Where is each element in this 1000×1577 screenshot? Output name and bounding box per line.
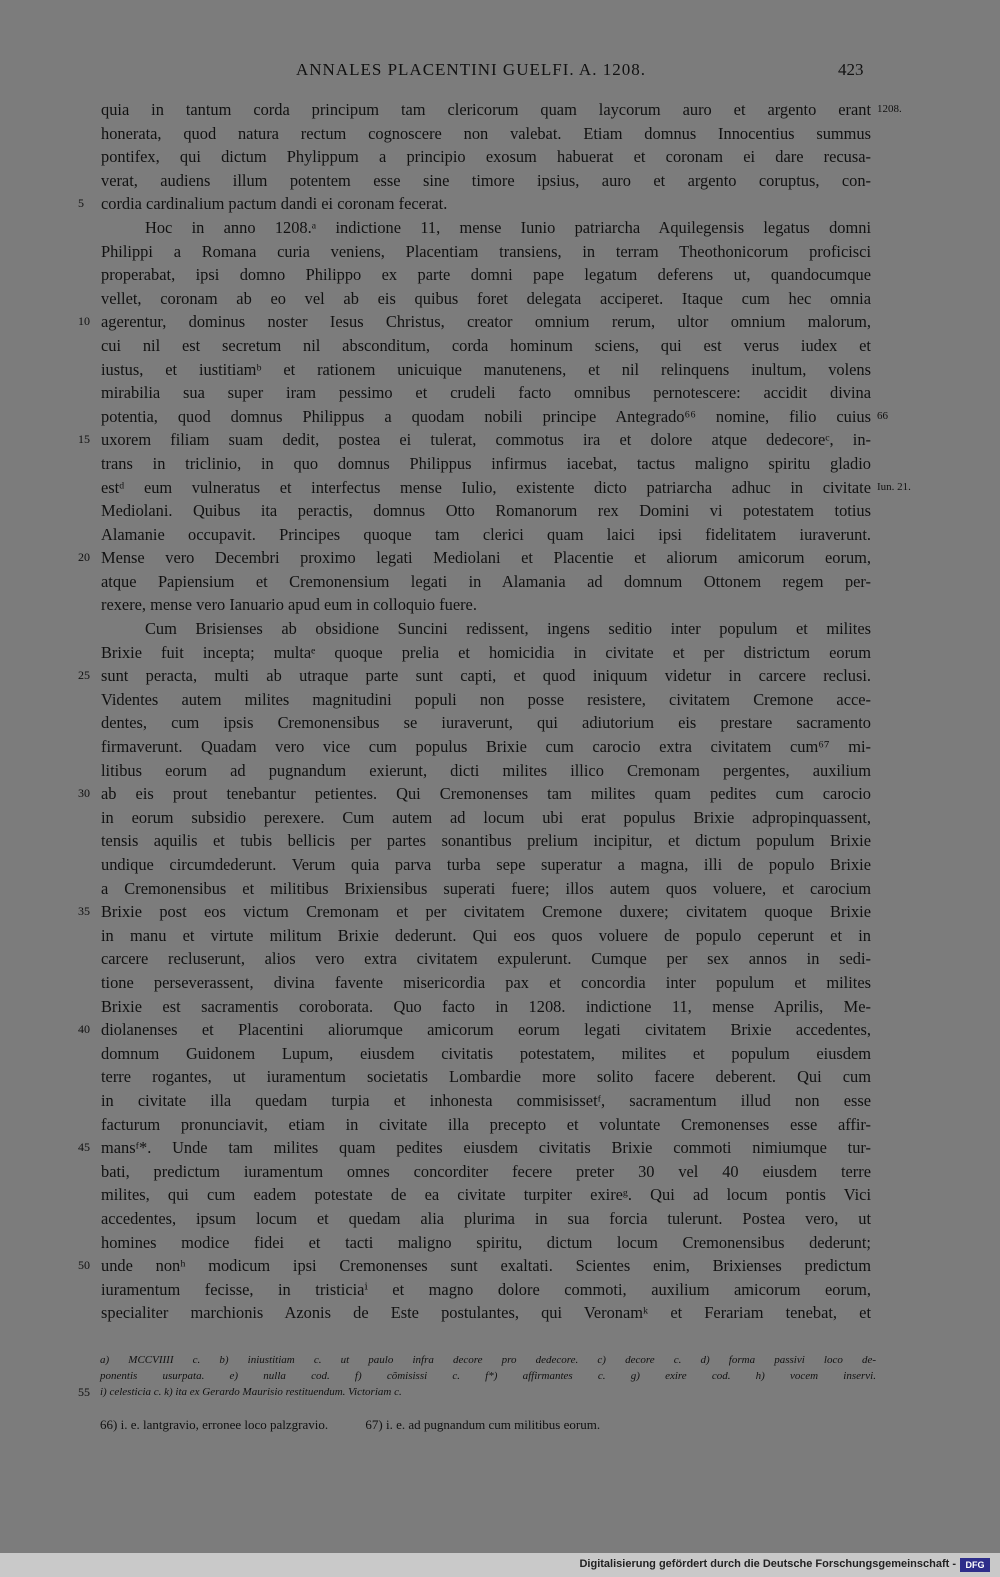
text-line: [101, 476, 911, 500]
line-text: firmaverunt. Quadam vero vice cum populus Brixie cum carocio extra civitatem cum⁶⁷ mi-: [101, 737, 871, 757]
line-text: quia in tantum corda principum tam clericorum quam laycorum auro et argento erant: [101, 100, 871, 119]
line-text: Cum Brisienses ab obsidione Suncini redissent, ingens seditio inter populum et milites: [145, 619, 871, 639]
line-text: iustus, et iustitiamᵇ et rationem unicuique manutenens, et nil relinquens inultum, volens: [101, 359, 871, 379]
text-line: [101, 145, 871, 169]
margin-note: Iun. 21.: [877, 480, 911, 493]
running-title: ANNALES PLACENTINI GUELFI. A. 1208.: [296, 60, 646, 79]
line-text: Hoc in anno 1208.ᵃ indictione 11, mense Iunio patriarcha Aquilegensis legatus domni: [145, 217, 871, 237]
text-line: [101, 947, 871, 971]
line-text: terre rogantes, ut iuramentum societatis Lombardie more solito facere deberent. Qui cum: [101, 1067, 871, 1087]
line-text: Mense vero Decembri proximo legati Mediolani et Placentie et aliorum amicorum eorum,: [101, 548, 871, 568]
line-text: facturum pronunciavit, etiam in civitate illa precepto et voluntate Cremonenses esse affir-: [101, 1114, 871, 1134]
apparatus-text: ponentis usurpata. e) nulla cod. f) cõmisissi c. f*) affirmantes c. g) exire cod. h) vocem inservi.: [100, 1370, 876, 1382]
text-line: [78, 192, 871, 216]
critical-apparatus: [78, 1352, 876, 1400]
apparatus-line: [78, 1384, 876, 1400]
line-text: dentes, cum ipsis Cremonensibus se iuraverunt, qui adiutorium eis prestare sacramento: [101, 713, 871, 733]
text-line: [78, 1018, 871, 1042]
line-text: bati, predictum iuramentum omnes concorditer fecere preter 30 vel 40 eiusdem terre: [101, 1161, 871, 1181]
text-line: [101, 287, 871, 311]
line-text: uxorem filiam suam dedit, postea ei tulerat, commotus ira et dolore atque dedecoreᶜ, in-: [101, 430, 871, 450]
line-text: estᵈ eum vulneratus et interfectus mense Iulio, existente dicto patriarcha adhuc in civitate: [101, 477, 871, 497]
line-text: Mediolani. Quibus ita peractis, domnus Otto Romanorum rex Domini vi potestatem totius: [101, 501, 871, 521]
text-line: [101, 1042, 871, 1066]
text-line: [101, 1301, 871, 1325]
line-text: milites, qui cum eadem potestate de ea civitate turpiter exireᵍ. Qui ad locum pontis Vici: [101, 1185, 871, 1205]
text-line: [101, 641, 871, 665]
commentary-note: 67) i. e. ad pugnandum cum militibus eorum.: [365, 1417, 601, 1432]
text-line: [101, 122, 871, 146]
line-number: 25: [78, 668, 90, 683]
line-text: Alamanie occupavit. Principes quoque tam clerici quam laici ipsi fidelitatem iuraverunt.: [101, 524, 871, 544]
funding-credit: Digitalisierung gefördert durch die Deutsche Forschungsgemeinschaft -: [579, 1558, 956, 1570]
line-text: sunt peracta, multi ab utraque parte sunt capti, et quod iniquum videtur in carcere reclusi.: [101, 666, 871, 686]
line-text: properabat, ipsi domno Philippo ex parte domni pape legatum deferens ut, quandocumque: [101, 265, 871, 285]
text-line: [78, 1254, 871, 1278]
text-line: [101, 1231, 871, 1255]
text-line: [78, 310, 871, 334]
line-text: atque Papiensium et Cremonensium legati in Alamania ad domnum Ottonem regem per-: [101, 571, 871, 591]
line-text: pontifex, qui dictum Phylippum a principio exosum habuerat et coronam ei dare recusa-: [101, 147, 871, 167]
line-text: potentia, quod domnus Philippus a quodam nobili principe Antegrado⁶⁶ nomine, filio cuius: [101, 406, 871, 426]
page-number: 423: [838, 60, 864, 79]
line-text: homines modice fidei et tacti maligno spiritu, dictum locum Cremonensibus dederunt;: [101, 1232, 871, 1252]
line-text: domnum Guidonem Lupum, eiusdem civitatis potestatem, milites et populum eiusdem: [101, 1043, 871, 1063]
line-text: rexere, mense vero Ianuario apud eum in colloquio fuere.: [101, 595, 477, 615]
text-line: [101, 358, 871, 382]
line-text: ab eis prout tenebantur petientes. Qui Cremonenses tam milites quam pedites cum carocio: [101, 784, 871, 804]
text-line: [101, 971, 871, 995]
line-text: in eorum subsidio perexere. Cum autem ad locum ubi erat populus Brixie adpropinquassent,: [101, 807, 871, 827]
text-line: [101, 523, 871, 547]
line-text: Videntes autem milites magnitudini populi non posse resistere, civitatem Cremone acce-: [101, 689, 871, 709]
line-text: tione perseverassent, divina favente misericordia pax et concordia inter populum et milites: [101, 972, 871, 992]
text-line: [101, 1278, 871, 1302]
text-line: [78, 546, 871, 570]
line-number: 20: [78, 550, 90, 565]
page-header: [0, 60, 1000, 86]
line-text: tensis aquilis et tubis bellicis per partes sonantibus prelium incipitur, et dictum populum Brixie: [101, 831, 871, 851]
text-line: [101, 405, 888, 429]
line-text: verat, audiens illum potentem esse sine timore ipsius, auro et argento coruptus, con-: [101, 170, 871, 190]
text-line: [101, 381, 871, 405]
apparatus-text: i) celesticia c. k) ita ex Gerardo Maurisio restituendum. Victoriam c.: [100, 1386, 402, 1398]
line-text: cordia cardinalium pactum dandi ei coronam fecerat.: [101, 194, 448, 214]
line-text: a Cremonensibus et militibus Brixiensibus superati fuere; illos autem quos voluere, et carocium: [101, 878, 871, 898]
text-line: [101, 240, 871, 264]
line-text: accedentes, ipsum locum et quedam alia plurima in sua forcia tulerunt. Postea vero, ut: [101, 1208, 871, 1228]
line-number: 30: [78, 786, 90, 801]
text-line: [101, 735, 871, 759]
text-line: [101, 169, 871, 193]
line-number: 55: [78, 1385, 90, 1399]
digitization-footer: [0, 1553, 1000, 1577]
text-line: [101, 1183, 871, 1207]
text-line: [78, 428, 871, 452]
text-line: [101, 877, 871, 901]
text-line: [101, 759, 871, 783]
line-text: Brixie fuit incepta; multaᵉ quoque prelia et homicidia in civitate et per districtum eorum: [101, 642, 871, 662]
text-line: [101, 1065, 871, 1089]
text-line: [101, 829, 871, 853]
line-text: in civitate illa quedam turpia et inhonesta commisissetᶠ, sacramentum illud non esse: [101, 1090, 871, 1110]
margin-note: 1208.: [877, 103, 902, 115]
text-line: [101, 593, 871, 617]
text-line: [78, 900, 871, 924]
text-line: [101, 924, 871, 948]
apparatus-line: [100, 1368, 876, 1384]
line-number: 10: [78, 314, 90, 329]
line-number: 15: [78, 432, 90, 447]
commentary-notes: [100, 1417, 860, 1433]
text-line: [101, 1207, 871, 1231]
dfg-logo: DFG: [960, 1558, 990, 1572]
text-line: [101, 334, 871, 358]
text-line: [101, 1089, 871, 1113]
text-line: [101, 570, 871, 594]
text-line: [101, 995, 871, 1019]
line-text: specialiter marchionis Azonis de Este postulantes, qui Veronamᵏ et Ferariam tenebat, et: [101, 1303, 871, 1323]
text-line: [101, 1160, 871, 1184]
margin-note: 66: [877, 409, 888, 422]
line-text: trans in triclinio, in quo domnus Philippus infirmus iacebat, tactus maligno spiritu gladio: [101, 453, 871, 473]
line-text: agerentur, dominus noster Iesus Christus, creator omnium rerum, ultor omnium malorum,: [101, 312, 871, 332]
text-line: [101, 263, 871, 287]
text-line: [101, 853, 871, 877]
line-text: in manu et virtute militum Brixie dederunt. Qui eos quos voluere de populo ceperunt et in: [101, 925, 871, 945]
line-number: 35: [78, 904, 90, 919]
line-text: honerata, quod natura rectum cognoscere non valebat. Etiam domnus Innocentius summus: [101, 123, 871, 143]
line-text: carcere recluserunt, alios vero extra civitatem expulerunt. Cumque per sex annos in sedi-: [101, 949, 871, 969]
line-number: 45: [78, 1140, 90, 1155]
text-line: [101, 806, 871, 830]
line-text: undique circumdederunt. Verum quia parva turba sepe superatur a magna, illi de populo Brixie: [101, 855, 871, 874]
line-text: iuramentum fecisse, in tristiciaⁱ et magno dolore commoti, auxilium amicorum eorum,: [101, 1279, 871, 1299]
main-text: [78, 98, 911, 1325]
line-text: cui nil est secretum nil absconditum, corda hominum sciens, qui est verus iudex et: [101, 335, 871, 355]
apparatus-line: [100, 1352, 876, 1368]
line-number: 50: [78, 1258, 90, 1273]
line-text: Philippi a Romana curia veniens, Placentiam transiens, in terram Theothonicorum proficisci: [101, 241, 871, 261]
line-text: unde nonʰ modicum ipsi Cremonenses sunt exaltati. Scientes enim, Brixienses predictum: [101, 1256, 871, 1276]
text-line: [78, 1136, 871, 1160]
apparatus-text: a) MCCVIIII c. b) iniustitiam c. ut paulo infra decore pro dedecore. c) decore c. d) forma passivi loco de-: [100, 1354, 876, 1366]
text-line: [101, 1113, 871, 1137]
text-line: [101, 216, 871, 240]
line-text: Brixie est sacramentis coroborata. Quo facto in 1208. indictione 11, mense Aprilis, Me-: [101, 996, 871, 1016]
text-line: [78, 664, 871, 688]
text-line: [101, 499, 871, 523]
text-line: [101, 452, 871, 476]
line-text: mirabilia sua super iram pessimo et crudeli facto omnibus pernotescere: accidit divina: [101, 383, 871, 403]
line-number: 40: [78, 1022, 90, 1037]
commentary-note: 66) i. e. lantgravio, erronee loco palzgravio.: [100, 1417, 329, 1432]
line-text: diolanenses et Placentini aliorumque amicorum eorum legati civitatem Brixie accedentes,: [101, 1020, 871, 1040]
text-line: [101, 617, 871, 641]
text-line: [101, 98, 902, 122]
line-text: vellet, coronam ab eo vel ab eis quibus foret delegata acciperet. Itaque cum hec omnia: [101, 288, 871, 308]
text-line: [101, 711, 871, 735]
line-text: litibus eorum ad pugnandum exierunt, dicti milites illico Cremonam pergentes, auxilium: [101, 760, 871, 780]
line-text: Brixie post eos victum Cremonam et per civitatem Cremone duxere; civitatem quoque Brixie: [101, 902, 871, 922]
line-text: mansᶠ*. Unde tam milites quam pedites eiusdem civitatis Brixie commoti nimiumque tur-: [101, 1138, 871, 1158]
text-line: [101, 688, 871, 712]
text-line: [78, 782, 871, 806]
line-number: 5: [78, 196, 84, 211]
